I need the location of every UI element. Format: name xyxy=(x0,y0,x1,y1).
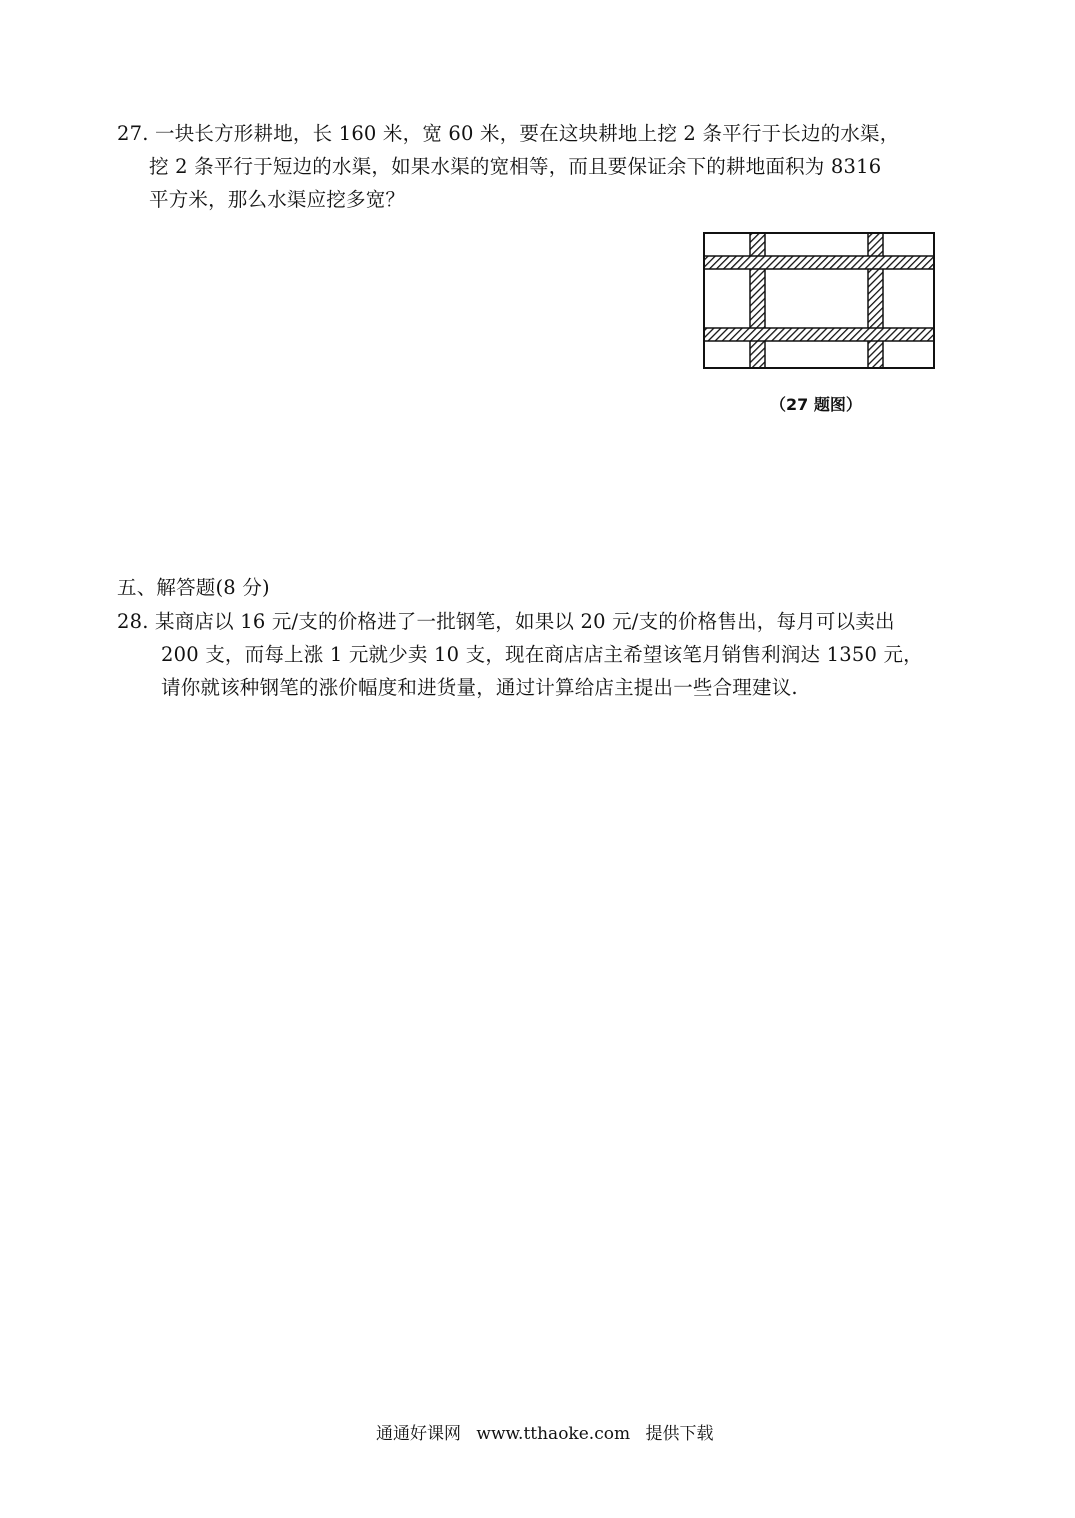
section-5-heading: 五、解答题(8 分) xyxy=(117,576,270,599)
canal-vertical-right xyxy=(868,233,883,368)
q28-text-line-1: 28. 某商店以 16 元/支的价格进了一批钢笔，如果以 20 元/支的价格售出，每月可以卖出 xyxy=(117,610,895,633)
q27-figure-caption: （27 题图） xyxy=(770,395,862,414)
q27-text-line-1: 27. 一块长方形耕地，长 160 米，宽 60 米，要在这块耕地上挖 2 条平行于长边的水渠， xyxy=(117,122,900,145)
footer-suffix: 提供下载 xyxy=(645,1424,714,1444)
footer-url: www.tthaoke.com xyxy=(476,1424,631,1444)
q27-field-diagram xyxy=(703,232,935,369)
page-footer xyxy=(376,1419,723,1444)
q27-text-line-2: 挖 2 条平行于短边的水渠，如果水渠的宽相等，而且要保证余下的耕地面积为 8316 xyxy=(149,155,882,178)
canal-horizontal-bottom xyxy=(704,328,934,341)
footer-site-name: 通通好课网 xyxy=(376,1424,461,1444)
q27-text-line-3: 平方米，那么水渠应挖多宽？ xyxy=(149,188,406,211)
q28-text-line-3: 请你就该种钢笔的涨价幅度和进货量，通过计算给店主提出一些合理建议. xyxy=(161,676,798,699)
field-outline xyxy=(704,233,934,368)
q28-text-line-2: 200 支，而每上涨 1 元就少卖 10 支，现在商店店主希望该笔月销售利润达 1350 元， xyxy=(161,643,923,666)
canal-vertical-left xyxy=(750,233,765,368)
canal-horizontal-top xyxy=(704,256,934,269)
